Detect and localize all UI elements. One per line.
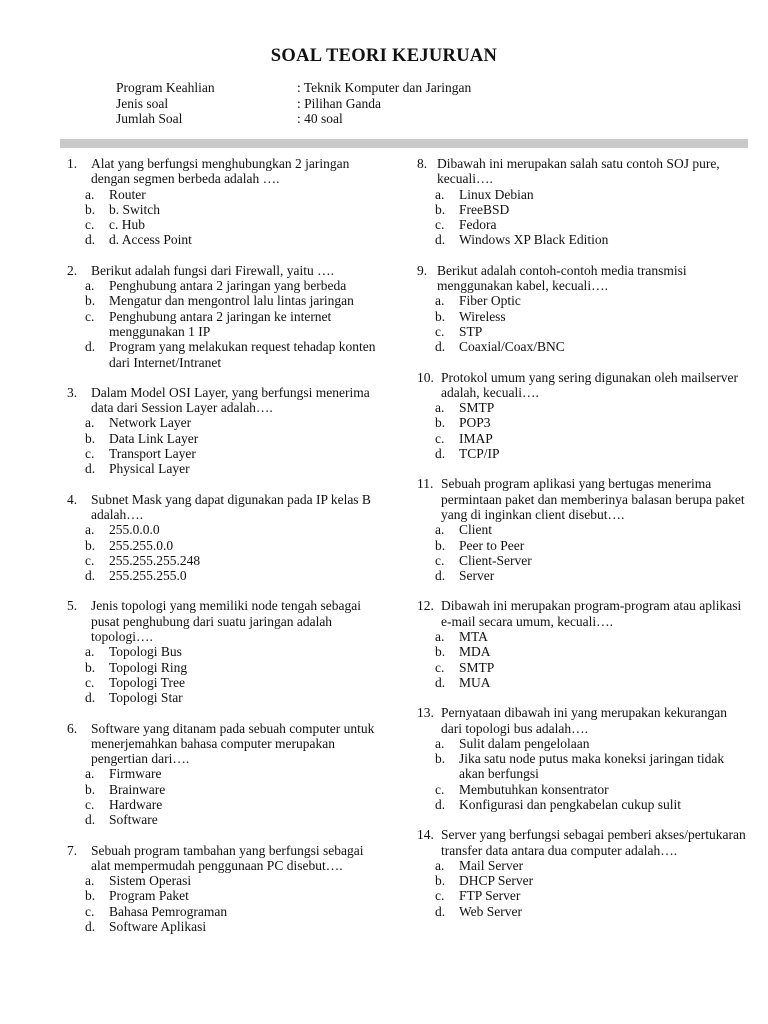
answer-option [417,202,747,217]
exam-meta [116,80,471,127]
question-text: Jenis topologi yang memiliki node tengah sebagai pusat penghubung dari suatu jaringan adalah topologi…. [91,598,361,645]
answer-option [417,660,747,675]
option-text: Firmware [109,766,162,782]
question-text: Protokol umum yang sering digunakan oleh mailserver adalah, kecuali…. [441,369,738,400]
answer-option [67,766,385,781]
option-letter: b. [435,873,446,889]
question-text: Pernyataan dibawah ini yang merupakan kekurangan dari topologi bus adalah…. [441,705,728,736]
answer-option [67,293,385,308]
option-text: Topologi Tree [109,674,185,690]
option-text: b. Switch [109,201,161,217]
answer-option [67,568,385,583]
option-text: Data Link Layer [109,430,199,446]
question-number: 4. [67,491,78,507]
answer-option [417,904,747,919]
answer-option [67,919,385,934]
answer-option [67,797,385,812]
answer-option [67,278,385,293]
question-stem [417,827,747,858]
option-letter: d. [85,339,96,355]
question-item [417,476,747,583]
question-text: Subnet Mask yang dapat digunakan pada IP kelas B adalah…. [91,491,371,522]
question-stem [417,476,747,522]
answer-option [417,339,747,354]
answer-option [67,873,385,888]
option-text: Program Paket [109,888,189,904]
option-letter: c. [85,674,95,690]
option-text: Fedora [459,217,497,233]
question-number: 13. [417,705,434,721]
question-stem [417,705,747,736]
answer-option [67,553,385,568]
option-text: MUA [459,674,491,690]
answer-option [67,522,385,537]
meta-row-program [116,80,471,96]
option-letter: d. [85,568,96,584]
meta-row-type [116,96,471,112]
answer-option [67,888,385,903]
answer-option [67,431,385,446]
answer-option [67,660,385,675]
question-text: Berikut adalah fungsi dari Firewall, yaitu …. [91,262,334,278]
answer-option [417,782,747,797]
option-letter: c. [85,796,95,812]
option-letter: d. [85,919,96,935]
option-letter: b. [85,201,96,217]
question-item [67,721,385,828]
option-text: Konfigurasi dan pengkabelan cukup sulit [459,796,681,812]
answer-option [417,888,747,903]
option-text: DHCP Server [459,873,534,889]
answer-option [417,538,747,553]
option-text: Client-Server [459,552,532,568]
question-item [67,263,385,370]
question-item [67,598,385,705]
page-title: SOAL TEORI KEJURUAN [270,46,498,66]
answer-option [417,629,747,644]
answer-option [417,431,747,446]
option-text: Penghubung antara 2 jaringan ke internet menggunakan 1 IP [109,308,332,339]
answer-option [417,415,747,430]
question-number: 11. [417,476,434,492]
answer-option [417,522,747,537]
option-letter: a. [435,400,445,416]
answer-option [417,858,747,873]
option-letter: a. [85,415,95,431]
answer-option [417,553,747,568]
answer-option [417,751,747,782]
option-letter: c. [435,323,445,339]
option-letter: d. [435,568,446,584]
question-number: 3. [67,384,78,400]
option-text: Coaxial/Coax/BNC [459,339,565,355]
answer-option [417,187,747,202]
option-text: Program yang melakukan request tehadap konten dari Internet/Intranet [109,339,376,370]
option-text: Wireless [459,308,506,324]
option-text: STP [459,323,483,339]
option-letter: a. [435,293,445,309]
question-text: Sebuah program aplikasi yang bertugas menerima permintaan paket dan memberinya balasan berupa paket yang di inginkan client disebut…. [441,476,745,522]
question-stem [67,598,385,644]
question-text: Software yang ditanam pada sebuah computer untuk menerjemahkan bahasa computer merupakan pengertian dari…. [91,720,375,767]
answer-option [417,644,747,659]
option-letter: c. [435,888,445,904]
option-text: 255.0.0.0 [109,522,160,538]
question-item [67,385,385,477]
option-letter: d. [435,903,446,919]
question-text: Berikut adalah contoh-contoh media transmisi menggunakan kabel, kecuali…. [437,262,687,294]
answer-option [417,324,747,339]
option-text: Web Server [459,903,523,919]
divider-bar [60,139,748,148]
answer-option [417,309,747,324]
answer-option [417,400,747,415]
option-text: Jika satu node putus maka koneksi jaringan tidak akan berfungsi [459,751,725,782]
option-text: Client [459,522,492,538]
option-letter: c. [85,308,95,324]
option-letter: b. [85,430,96,446]
option-text: Mail Server [459,857,524,873]
question-text: Alat yang berfungsi menghubungkan 2 jaringan dengan segmen berbeda adalah …. [91,156,350,187]
option-letter: c. [435,430,445,446]
answer-option [67,217,385,232]
option-text: Server [459,568,495,584]
question-item [67,156,385,248]
option-text: FreeBSD [459,201,510,217]
question-item [417,263,747,355]
answer-option [67,461,385,476]
option-letter: a. [85,186,95,202]
option-text: Membutuhkan konsentrator [459,781,609,797]
answer-option [417,232,747,247]
option-letter: d. [85,232,96,248]
questions-left-column [67,156,385,949]
answer-option [67,232,385,247]
question-text: Dibawah ini merupakan program-program atau aplikasi e-mail secara umum, kecuali…. [441,598,742,629]
meta-label: Program Keahlian [116,80,215,95]
option-letter: c. [85,217,95,233]
meta-label: Jenis soal [116,95,169,111]
option-text: Fiber Optic [459,293,521,309]
option-letter: a. [85,522,95,538]
option-text: Sistem Operasi [109,873,192,889]
option-letter: c. [435,781,445,797]
option-text: Penghubung antara 2 jaringan yang berbeda [109,278,347,294]
option-text: Bahasa Pemrograman [109,903,228,919]
meta-value: : 40 soal [297,111,343,126]
option-text: Mengatur dan mengontrol lalu lintas jaringan [109,293,354,309]
option-text: Topologi Star [109,690,183,706]
option-text: SMTP [459,400,495,416]
option-letter: d. [435,232,446,248]
option-letter: d. [435,796,446,812]
question-stem [67,492,385,523]
option-letter: b. [435,644,446,660]
option-letter: a. [85,644,95,660]
option-letter: c. [435,552,445,568]
answer-option [417,736,747,751]
option-text: TCP/IP [459,446,500,462]
answer-option [67,675,385,690]
question-number: 5. [67,598,78,614]
answer-option [417,873,747,888]
option-letter: b. [85,293,96,309]
option-letter: b. [85,537,96,553]
question-item [67,492,385,584]
question-stem [417,156,747,187]
question-text: Dibawah ini merupakan salah satu contoh SOJ pure, kecuali…. [437,156,720,187]
question-item [417,827,747,919]
question-number: 9. [417,262,428,278]
question-number: 1. [67,156,78,171]
option-letter: d. [85,690,96,706]
option-text: IMAP [459,430,493,446]
option-letter: a. [85,278,95,294]
meta-label: Jumlah Soal [116,111,183,126]
option-letter: c. [85,903,95,919]
option-letter: b. [435,308,446,324]
option-letter: b. [85,888,96,904]
meta-value: : Pilihan Ganda [297,95,381,111]
answer-option [67,782,385,797]
question-stem [417,370,747,401]
option-letter: d. [85,461,96,477]
question-stem [67,843,385,874]
answer-option [67,812,385,827]
option-letter: c. [85,446,95,462]
option-letter: d. [435,339,446,355]
question-stem [417,598,747,629]
option-letter: a. [85,873,95,889]
option-text: Brainware [109,781,166,797]
option-text: 255.255.0.0 [109,537,174,553]
answer-option [417,675,747,690]
question-item [417,598,747,690]
meta-value: : Teknik Komputer dan Jaringan [297,80,472,95]
question-number: 12. [417,598,434,614]
option-letter: b. [435,415,446,431]
option-letter: d. [435,674,446,690]
option-letter: b. [435,201,446,217]
option-letter: a. [85,766,95,782]
answer-option [67,644,385,659]
answer-option [67,904,385,919]
answer-option [417,568,747,583]
option-letter: b. [85,659,96,675]
question-number: 10. [417,369,434,385]
option-text: MTA [459,629,488,645]
option-letter: c. [435,217,445,233]
option-letter: b. [435,751,446,767]
question-item [417,705,747,812]
option-text: MDA [459,644,491,660]
option-text: Software Aplikasi [109,919,207,935]
option-text: Linux Debian [459,186,534,202]
option-text: 255.255.255.248 [109,552,201,568]
option-text: Router [109,186,146,202]
question-item [417,156,747,248]
option-text: FTP Server [459,888,521,904]
option-text: Windows XP Black Edition [459,232,609,248]
option-text: Network Layer [109,415,192,431]
option-text: POP3 [459,415,491,431]
answer-option [67,339,385,370]
option-letter: d. [435,446,446,462]
option-text: Hardware [109,796,163,812]
option-letter: a. [435,629,445,645]
option-letter: d. [85,812,96,828]
option-letter: a. [435,522,445,538]
answer-option [417,217,747,232]
answer-option [67,187,385,202]
answer-option [417,293,747,308]
option-text: SMTP [459,659,495,675]
option-text: Software [109,812,158,828]
option-text: Transport Layer [109,446,196,462]
answer-option [67,415,385,430]
option-letter: b. [85,781,96,797]
question-stem [67,263,385,278]
option-letter: b. [435,537,446,553]
answer-option [67,690,385,705]
option-letter: a. [435,186,445,202]
answer-option [67,446,385,461]
question-number: 7. [67,842,78,858]
answer-option [67,309,385,340]
question-number: 14. [417,827,434,843]
question-number: 2. [67,262,78,278]
answer-option [417,446,747,461]
option-text: d. Access Point [109,232,192,248]
question-text: Sebuah program tambahan yang berfungsi sebagai alat mempermudah penggunaan PC disebut…. [91,842,364,873]
question-stem [67,156,385,187]
option-letter: c. [85,552,95,568]
question-number: 8. [417,156,428,171]
question-item [67,843,385,935]
option-text: Physical Layer [109,461,190,477]
answer-option [67,538,385,553]
answer-option [417,797,747,812]
meta-row-count [116,111,471,127]
question-stem [67,721,385,767]
question-item [417,370,747,462]
question-stem [67,385,385,416]
questions-right-column [417,156,747,934]
question-number: 6. [67,720,78,736]
option-text: 255.255.255.0 [109,568,187,584]
question-text: Dalam Model OSI Layer, yang berfungsi menerima data dari Session Layer adalah…. [91,384,370,416]
option-text: Topologi Bus [109,644,182,660]
option-text: c. Hub [109,217,145,233]
answer-option [67,202,385,217]
question-stem [417,263,747,294]
option-letter: a. [435,735,445,751]
question-text: Server yang berfungsi sebagai pemberi akses/pertukaran transfer data antara dua computer adalah…. [441,827,746,858]
option-letter: a. [435,857,445,873]
option-letter: c. [435,659,445,675]
option-text: Topologi Ring [109,659,188,675]
option-text: Sulit dalam pengelolaan [459,735,590,751]
option-text: Peer to Peer [459,537,525,553]
